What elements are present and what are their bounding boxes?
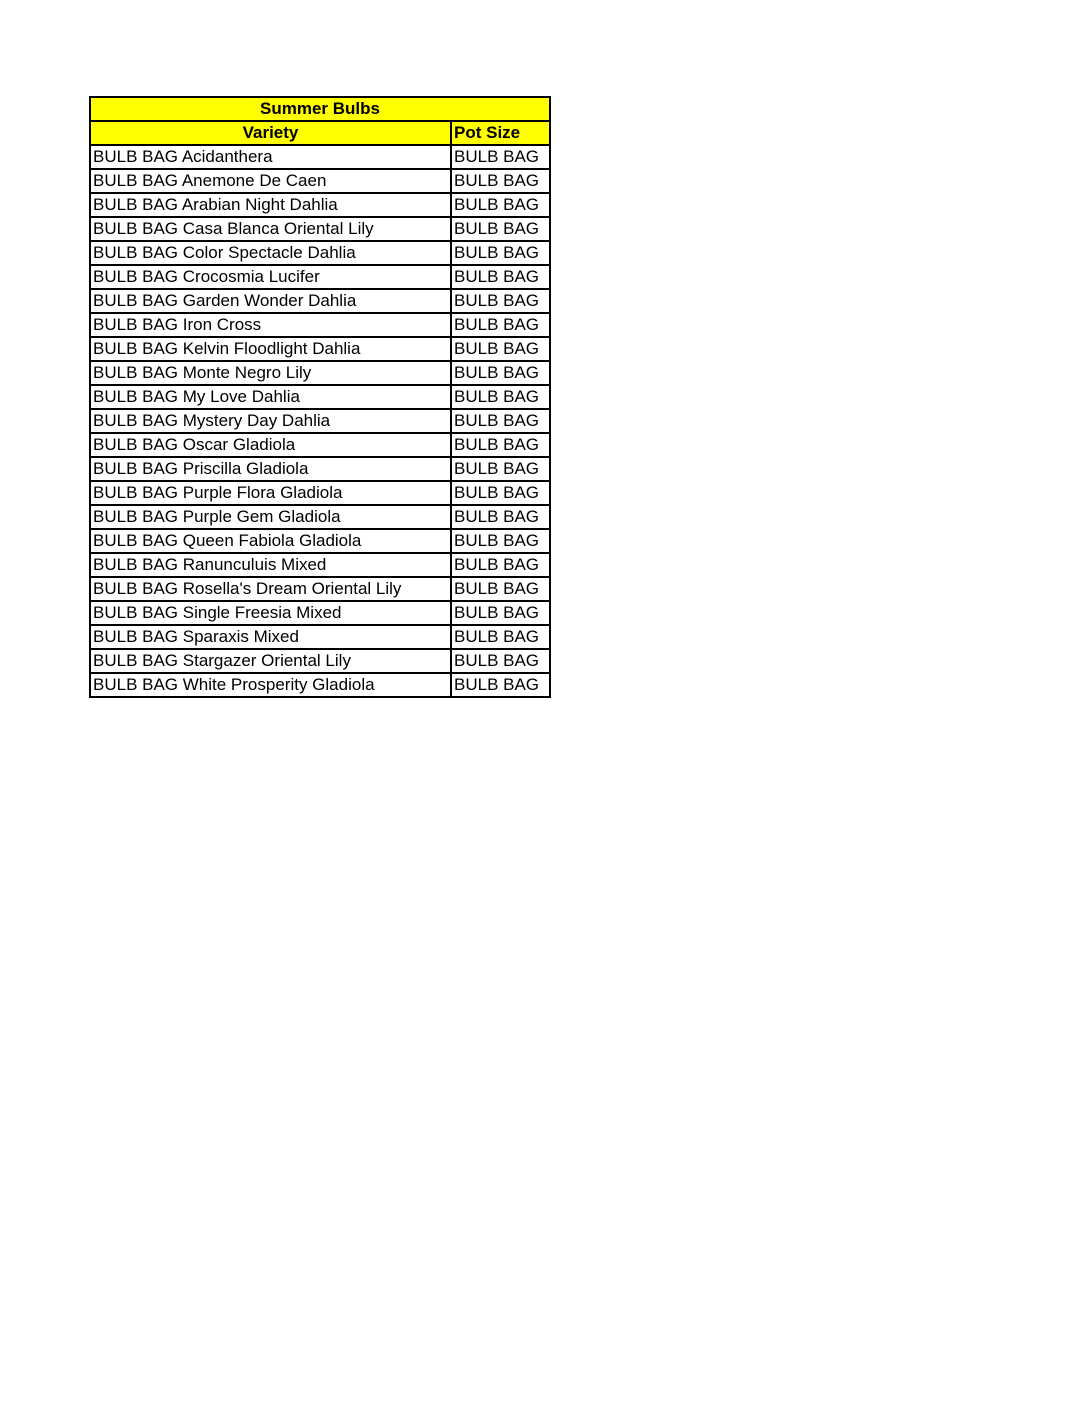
pot-size-cell: BULB BAG: [451, 601, 550, 625]
table-row: [90, 577, 550, 601]
table-row: [90, 481, 550, 505]
variety-cell: BULB BAG Arabian Night Dahlia: [90, 193, 451, 217]
pot-size-cell: BULB BAG: [451, 481, 550, 505]
pot-size-cell: BULB BAG: [451, 625, 550, 649]
summer-bulbs-sheet: [89, 96, 549, 698]
variety-cell: BULB BAG Queen Fabiola Gladiola: [90, 529, 451, 553]
pot-size-cell: BULB BAG: [451, 433, 550, 457]
pot-size-cell: BULB BAG: [451, 241, 550, 265]
column-header-row: [90, 121, 550, 145]
table-row: [90, 433, 550, 457]
variety-cell: BULB BAG Single Freesia Mixed: [90, 601, 451, 625]
pot-size-cell: BULB BAG: [451, 217, 550, 241]
pot-size-cell: BULB BAG: [451, 385, 550, 409]
table-row: [90, 673, 550, 697]
pot-size-cell: BULB BAG: [451, 457, 550, 481]
variety-cell: BULB BAG Ranunculuis Mixed: [90, 553, 451, 577]
pot-size-cell: BULB BAG: [451, 193, 550, 217]
table-row: [90, 193, 550, 217]
variety-cell: BULB BAG Kelvin Floodlight Dahlia: [90, 337, 451, 361]
pot-size-cell: BULB BAG: [451, 649, 550, 673]
summer-bulbs-table: [89, 96, 551, 698]
variety-cell: BULB BAG Casa Blanca Oriental Lily: [90, 217, 451, 241]
pot-size-cell: BULB BAG: [451, 577, 550, 601]
variety-cell: BULB BAG Monte Negro Lily: [90, 361, 451, 385]
variety-cell: BULB BAG My Love Dahlia: [90, 385, 451, 409]
table-row: [90, 625, 550, 649]
variety-cell: BULB BAG Iron Cross: [90, 313, 451, 337]
column-header-variety: Variety: [90, 121, 451, 145]
table-row: [90, 601, 550, 625]
table-title: Summer Bulbs: [90, 97, 550, 121]
variety-cell: BULB BAG White Prosperity Gladiola: [90, 673, 451, 697]
table-row: [90, 145, 550, 169]
pot-size-cell: BULB BAG: [451, 145, 550, 169]
pot-size-cell: BULB BAG: [451, 337, 550, 361]
table-row: [90, 553, 550, 577]
column-header-pot-size: Pot Size: [451, 121, 550, 145]
title-row: [90, 97, 550, 121]
pot-size-cell: BULB BAG: [451, 313, 550, 337]
table-row: [90, 529, 550, 553]
pot-size-cell: BULB BAG: [451, 265, 550, 289]
table-row: [90, 361, 550, 385]
variety-cell: BULB BAG Acidanthera: [90, 145, 451, 169]
pot-size-cell: BULB BAG: [451, 289, 550, 313]
variety-cell: BULB BAG Oscar Gladiola: [90, 433, 451, 457]
table-row: [90, 217, 550, 241]
variety-cell: BULB BAG Stargazer Oriental Lily: [90, 649, 451, 673]
pot-size-cell: BULB BAG: [451, 409, 550, 433]
table-body: [90, 145, 550, 697]
variety-cell: BULB BAG Anemone De Caen: [90, 169, 451, 193]
table-row: [90, 649, 550, 673]
variety-cell: BULB BAG Priscilla Gladiola: [90, 457, 451, 481]
table-row: [90, 385, 550, 409]
variety-cell: BULB BAG Mystery Day Dahlia: [90, 409, 451, 433]
table-row: [90, 169, 550, 193]
table-row: [90, 409, 550, 433]
variety-cell: BULB BAG Garden Wonder Dahlia: [90, 289, 451, 313]
pot-size-cell: BULB BAG: [451, 553, 550, 577]
pot-size-cell: BULB BAG: [451, 673, 550, 697]
variety-cell: BULB BAG Color Spectacle Dahlia: [90, 241, 451, 265]
variety-cell: BULB BAG Purple Gem Gladiola: [90, 505, 451, 529]
table-row: [90, 265, 550, 289]
table-row: [90, 505, 550, 529]
table-row: [90, 313, 550, 337]
pot-size-cell: BULB BAG: [451, 361, 550, 385]
pot-size-cell: BULB BAG: [451, 169, 550, 193]
table-row: [90, 457, 550, 481]
variety-cell: BULB BAG Purple Flora Gladiola: [90, 481, 451, 505]
variety-cell: BULB BAG Rosella's Dream Oriental Lily: [90, 577, 451, 601]
pot-size-cell: BULB BAG: [451, 505, 550, 529]
pot-size-cell: BULB BAG: [451, 529, 550, 553]
table-row: [90, 241, 550, 265]
variety-cell: BULB BAG Sparaxis Mixed: [90, 625, 451, 649]
variety-cell: BULB BAG Crocosmia Lucifer: [90, 265, 451, 289]
table-row: [90, 289, 550, 313]
table-row: [90, 337, 550, 361]
